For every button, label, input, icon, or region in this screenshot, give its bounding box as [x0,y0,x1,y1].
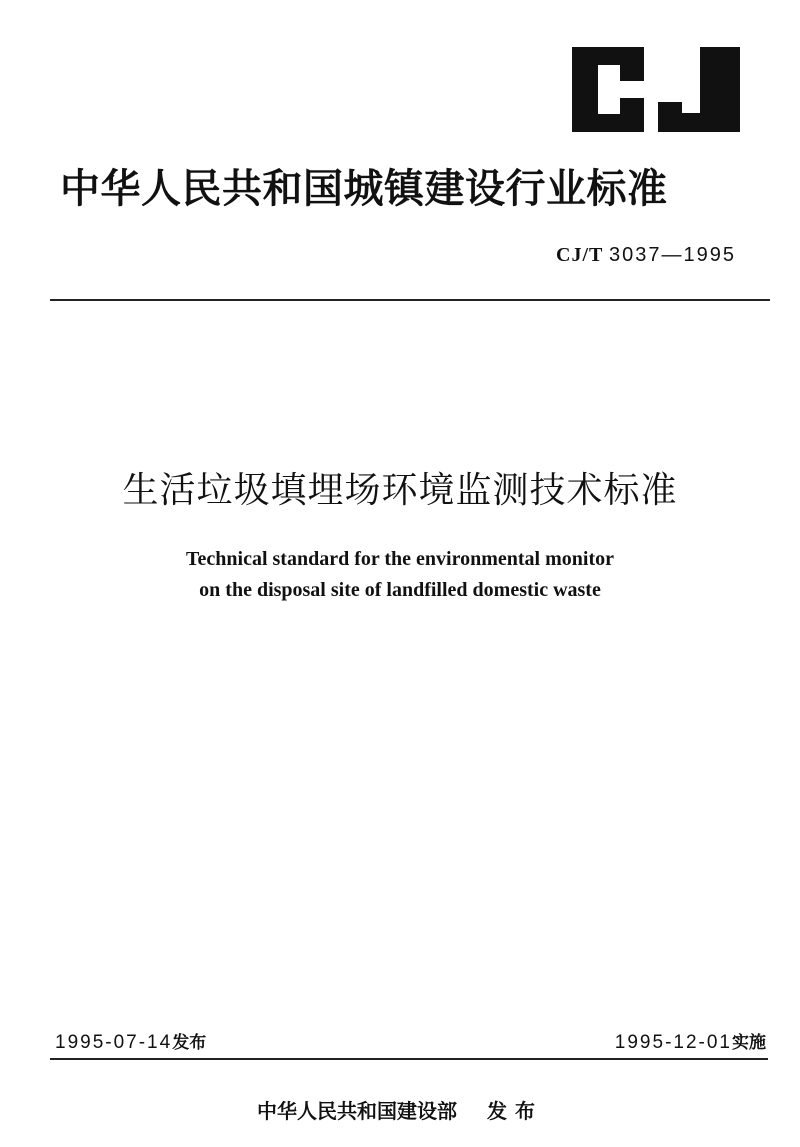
cj-logo-mark [572,47,740,132]
document-title-english-line-1: Technical standard for the environmental monitor [186,548,614,570]
effective-date [615,1030,766,1056]
effective-date-label: 实施 [732,1033,766,1053]
effective-date-value: 1995-12-01 [614,1032,732,1053]
standard-code [556,242,736,268]
issuer-name: 中华人民共和国建设部 [257,1099,457,1123]
standard-category-heading: 中华人民共和国城镇建设行业标准 [60,166,668,212]
publish-date-value: 1995-07-14 [55,1032,173,1053]
cj-logo [572,47,740,132]
standard-code-number: 3037—1995 [609,244,736,266]
document-title-english-line-2: on the disposal site of landfilled domestic waste [199,579,601,601]
top-divider [50,299,770,301]
standard-code-prefix: CJ/T [556,244,604,266]
document-title-english [0,544,800,606]
issuer-line [0,1097,800,1125]
issuer-action: 发布 [487,1099,543,1123]
document-title-chinese: 生活垃圾填埋场环境监测技术标准 [122,470,678,511]
bottom-divider [50,1058,768,1060]
publish-date-label: 发布 [172,1033,207,1053]
publish-date [55,1030,206,1056]
